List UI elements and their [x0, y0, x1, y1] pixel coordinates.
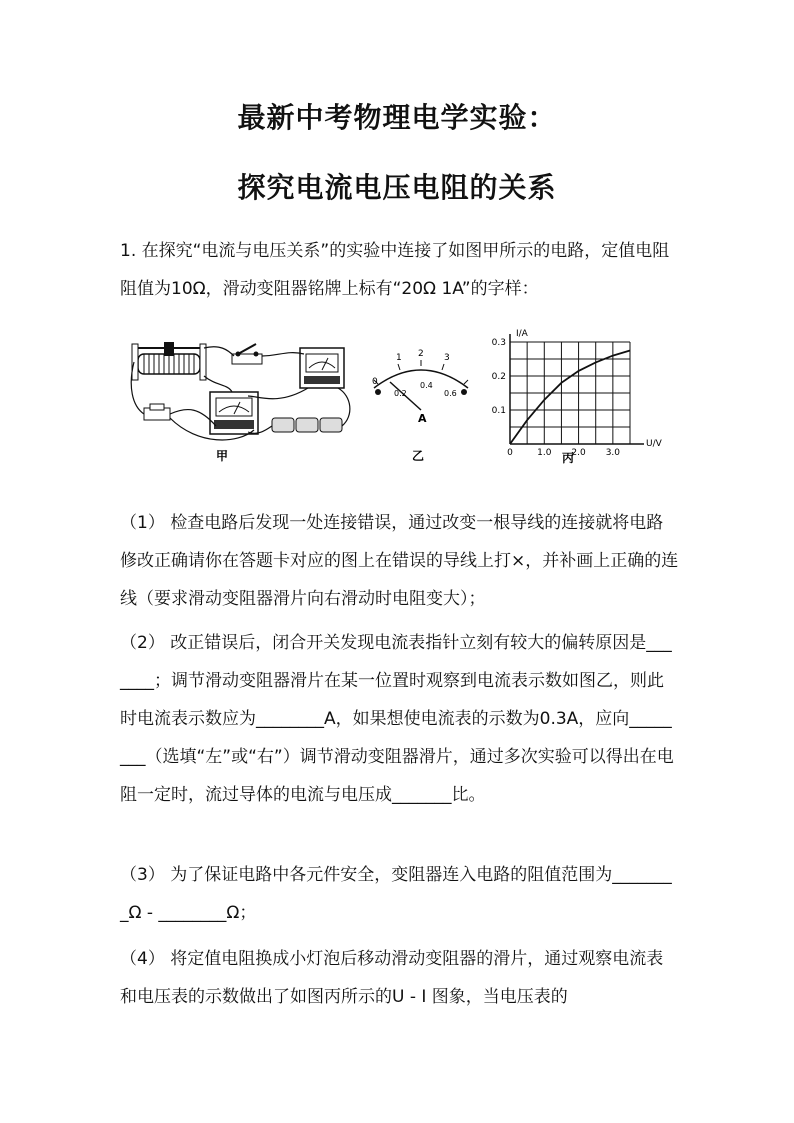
part-1-text: （1） 检查电路后发现一处连接错误，通过改变一根导线的连接就将电路修改正确请你在答题卡对应的图上在错误的导线上打×，并补画上正确的连线（要求滑动变阻器滑片向右滑动时电阻变大）； [120, 513, 679, 609]
dial-tick: 0.4 [420, 381, 433, 390]
dial-tick: 2 [418, 349, 424, 359]
figure-c-label: 丙 [562, 451, 575, 465]
y-tick-label: 0.2 [491, 372, 506, 382]
chart-grid [510, 342, 630, 444]
series-line [510, 351, 630, 445]
figure-a-label: 甲 [216, 449, 229, 463]
y-tick-label: 0.1 [491, 406, 506, 416]
x-tick-label: 2.0 [571, 448, 586, 458]
dial-tick: 0 [372, 377, 378, 387]
rheostat-icon [132, 342, 206, 380]
dial-tick: 0.2 [394, 389, 407, 398]
resistor-icon [144, 404, 170, 420]
figure-circuit-diagram [128, 326, 356, 466]
page-title: 最新中考物理电学实验： [237, 101, 557, 134]
page-subtitle: 探究电流电压电阻的关系 [237, 171, 557, 204]
question-intro: 1. 在探究“电流与电压关系”的实验中连接了如图甲所示的电路，定值电阻阻值为10Ω，滑动变阻器铭牌上标有“20Ω 1A”的字样： [120, 241, 670, 299]
dial-tick: 1 [396, 353, 402, 363]
dial-tick: 3 [444, 353, 450, 363]
part-2-text: （2） 改正错误后，闭合开关发现电流表指针立刻有较大的偏转原因是_______；调节滑动变阻器滑片在某一位置时观察到电流表示数如图乙，则此时电流表示数应为________A，如果想使电流表的示数为0.3A，应向________（选填“左”或“右”）调节滑动变阻器滑片，通过多次实验可以得出在电阻一定时，流过导体的电流与电压成_______比。 [120, 633, 674, 805]
x-tick-label: 3.0 [605, 448, 621, 458]
part-3-text: （3） 为了保证电路中各元件安全，变阻器连入电路的阻值范围为________Ω - ________Ω； [120, 865, 672, 923]
x-tick-label: 0 [507, 448, 513, 458]
part-4-text: （4） 将定值电阻换成小灯泡后移动滑动变阻器的滑片，通过观察电流表和电压表的示数做出了如图丙所示的U - I 图象，当电压表的 [120, 949, 664, 1007]
figure-ui-graph [480, 326, 660, 466]
figure-b-label: 乙 [412, 449, 425, 463]
switch-icon [232, 344, 262, 364]
figure-ammeter-dial [360, 326, 482, 466]
voltmeter-icon [300, 348, 344, 388]
y-tick-label: 0.3 [491, 338, 506, 348]
battery-icon [272, 418, 342, 432]
dial-tick: 0.6 [444, 389, 457, 398]
x-tick-label: 1.0 [537, 448, 552, 458]
ammeter-icon [210, 392, 258, 434]
y-axis-label: I/A [516, 329, 528, 339]
x-axis-label: U/V [646, 439, 662, 449]
dial-terminal-label: A [418, 412, 427, 425]
